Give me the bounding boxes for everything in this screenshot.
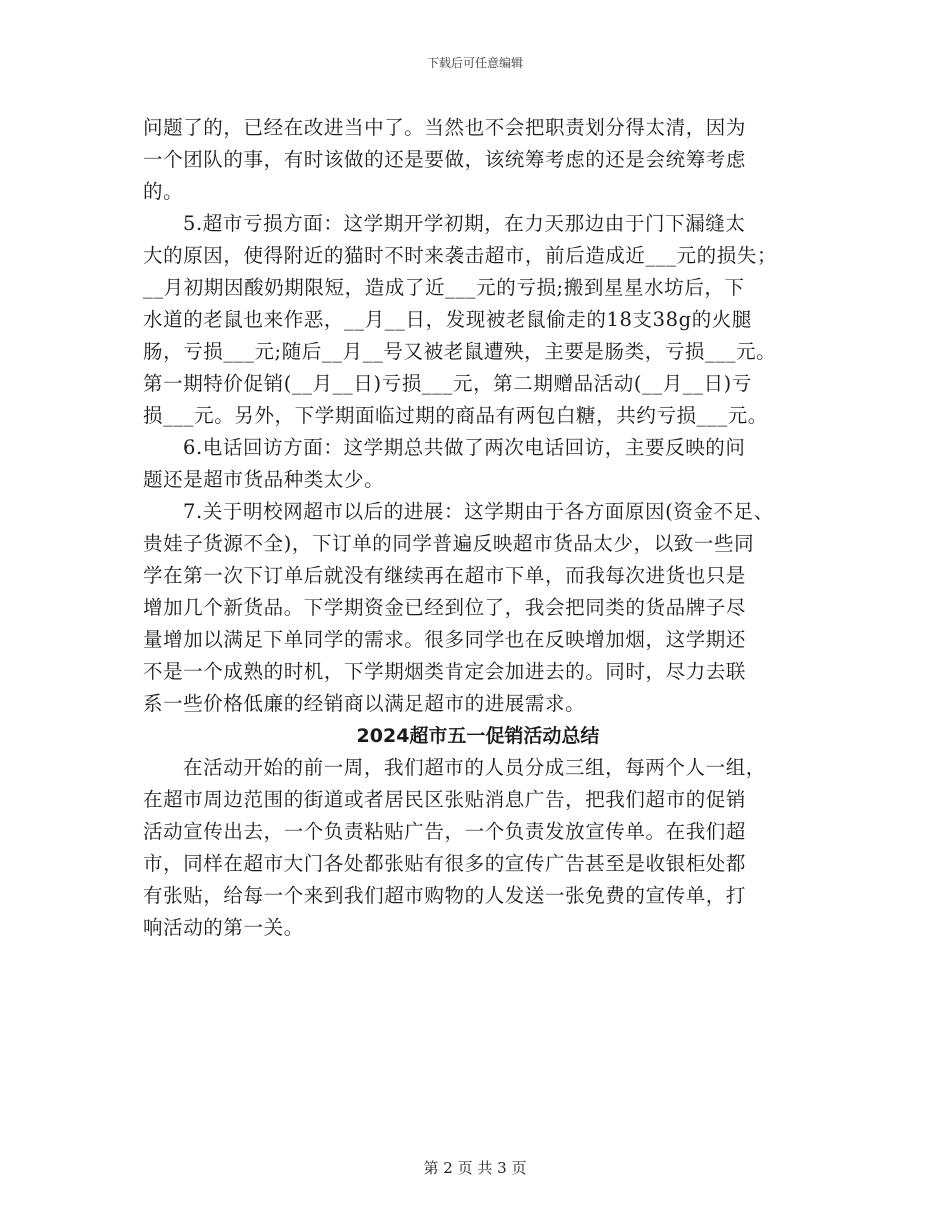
text-line: 在超市周边范围的街道或者居民区张贴消息广告，把我们超市的促销 <box>143 788 747 811</box>
item6-paragraph <box>143 432 813 496</box>
text-line: 5.超市亏损方面：这学期开学初期，在力天那边由于门下漏缝太 <box>183 212 746 235</box>
section2-paragraph <box>143 752 813 944</box>
text-line: 水道的老鼠也来作恶，__月__日，发现被老鼠偷走的18支38g的火腿 <box>143 308 753 331</box>
text-line: 问题了的，已经在改进当中了。当然也不会把职责划分得太清，因为 <box>143 116 747 139</box>
item7-paragraph <box>143 496 813 720</box>
text-line: 7.关于明校网超市以后的进展：这学期由于各方面原因(资金不足、 <box>183 500 774 523</box>
document-body <box>143 112 813 944</box>
text-line: 贵娃子货源不全)，下订单的同学普遍反映超市货品太少，以致一些同 <box>143 532 755 555</box>
text-line: 学在第一次下订单后就没有继续再在超市下单，而我每次进货也只是 <box>143 564 747 587</box>
text-line: 6.电话回访方面：这学期总共做了两次电话回访，主要反映的问 <box>183 436 746 459</box>
text-line: 大的原因，使得附近的猫时不时来袭击超市，前后造成近___元的损失； <box>143 244 778 267</box>
text-line: 在活动开始的前一周，我们超市的人员分成三组，每两个人一组， <box>183 756 766 779</box>
text-line: 量增加以满足下单同学的需求。很多同学也在反映增加烟，这学期还 <box>143 628 747 651</box>
page-header: 下载后可任意编辑 <box>426 56 523 70</box>
text-line: 市，同样在超市大门各处都张贴有很多的宣传广告甚至是收银柜处都 <box>143 852 747 875</box>
text-line: 不是一个成熟的时机，下学期烟类肯定会加进去的。同时，尽力去联 <box>143 660 747 683</box>
section-title: 2024超市五一促销活动总结 <box>356 725 600 747</box>
text-line: 活动宣传出去，一个负责粘贴广告，一个负责发放宣传单。在我们超 <box>143 820 747 843</box>
text-line: 第一期特价促销(__月__日)亏损___元，第二期赠品活动(__月__日)亏 <box>143 372 752 395</box>
text-line: 肠，亏损___元;随后__月__号又被老鼠遭殃，主要是肠类，亏损___元。 <box>143 340 777 363</box>
page-footer: 第 2 页 共 3 页 <box>423 1159 527 1177</box>
text-line: 响活动的第一关。 <box>143 916 304 939</box>
text-line: 系一些价格低廉的经销商以满足超市的进展需求。 <box>143 692 586 715</box>
text-line: 题还是超市货品种类太少。 <box>143 468 385 491</box>
item5-paragraph <box>143 208 813 432</box>
text-line: 有张贴，给每一个来到我们超市购物的人发送一张免费的宣传单，打 <box>143 884 747 907</box>
text-line: __月初期因酸奶期限短，造成了近___元的亏损;搬到星星水坊后，下 <box>143 276 745 299</box>
text-line: 增加几个新货品。下学期资金已经到位了，我会把同类的货品牌子尽 <box>143 596 747 619</box>
text-line: 的。 <box>143 180 184 203</box>
section1-paragraph <box>143 112 813 208</box>
text-line: 一个团队的事，有时该做的还是要做，该统筹考虑的还是会统筹考虑 <box>143 148 747 171</box>
text-line: 损___元。另外，下学期面临过期的商品有两包白糖，共约亏损___元。 <box>143 404 768 427</box>
